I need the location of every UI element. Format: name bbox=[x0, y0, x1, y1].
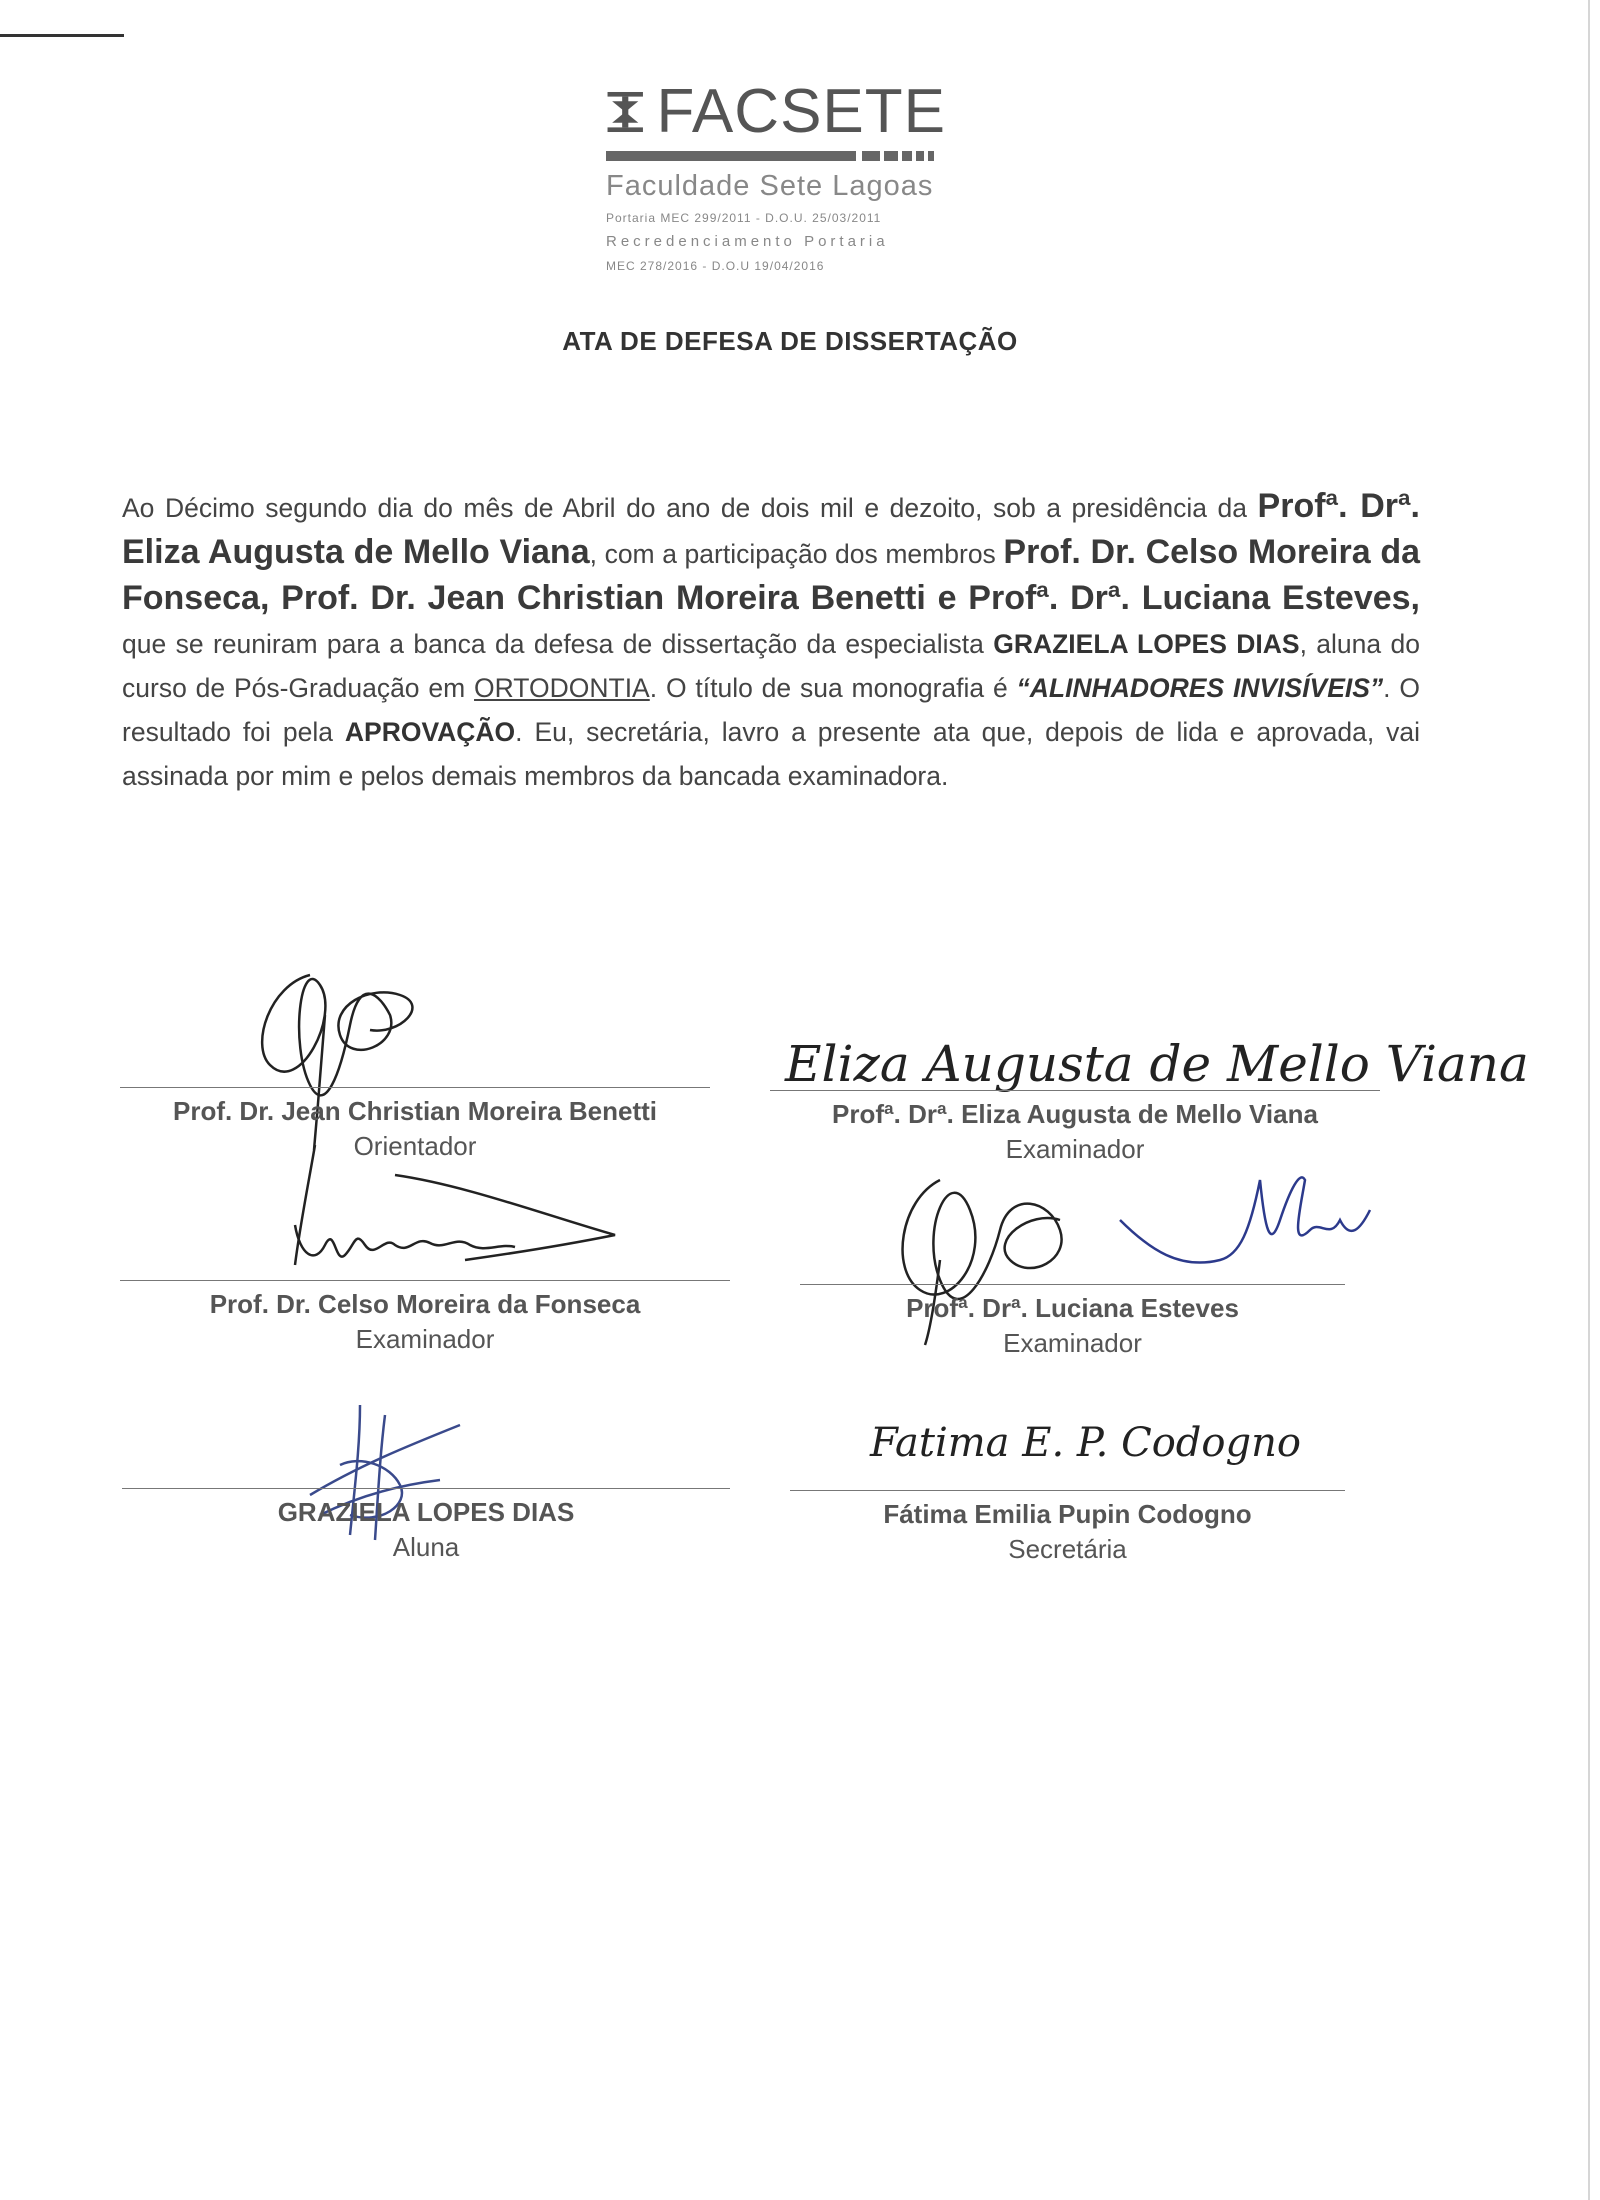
signer-role: Aluna bbox=[392, 1532, 460, 1562]
signature-block-codogno bbox=[790, 1490, 1345, 1565]
signer-role: Secretária bbox=[1008, 1534, 1127, 1564]
signer-role: Examinador bbox=[1005, 1134, 1145, 1164]
legal-line-1: Portaria MEC 299/2011 - D.O.U. 25/03/2011 bbox=[606, 211, 882, 225]
course-name: ORTODONTIA bbox=[474, 673, 650, 703]
signature-block-esteves bbox=[800, 1284, 1345, 1359]
legal-line-2: Recredenciamento Portaria bbox=[606, 233, 889, 250]
signer-role: Examinador bbox=[355, 1324, 495, 1354]
signature-line bbox=[800, 1284, 1345, 1285]
minutes-paragraph bbox=[122, 484, 1420, 798]
body-text-5: . O título de sua monografia é bbox=[649, 673, 1017, 703]
signature-block-fonseca bbox=[120, 1280, 730, 1355]
president-name: Profª. Drª. Eliza Augusta de Mello Viana bbox=[122, 487, 1421, 571]
page-title: ATA DE DEFESA DE DISSERTAÇÃO bbox=[562, 326, 1018, 356]
result: APROVAÇÃO bbox=[344, 717, 516, 747]
signer-role: Examinador bbox=[1003, 1328, 1142, 1358]
facsete-emblem-icon bbox=[606, 84, 644, 140]
scan-mark bbox=[0, 34, 124, 37]
board-members: Prof. Dr. Celso Moreira da Fonseca, Prof. Dr. Jean Christian Moreira Benetti e Profª. Drª. Luciana Esteves, bbox=[122, 533, 1421, 617]
signature-line bbox=[790, 1490, 1345, 1491]
signer-role: Orientador bbox=[353, 1131, 477, 1161]
student-name: GRAZIELA LOPES DIAS bbox=[993, 629, 1300, 659]
body-text-2: , com a participação dos membros bbox=[589, 539, 1004, 569]
scan-edge bbox=[1588, 0, 1590, 2200]
logo-name: FACSETE bbox=[656, 77, 946, 146]
signer-name: Profª. Drª. Eliza Augusta de Mello Viana bbox=[832, 1099, 1318, 1129]
facsete-logo bbox=[606, 76, 946, 275]
body-text-7: . Eu, secretária, lavro a presente ata que, depois de lida e aprovada, vai assinada por mim e pelos demais membros da bancada examinadora. bbox=[122, 717, 1420, 791]
body-text-4: , aluna do curso de Pós-Graduação em bbox=[122, 629, 1420, 703]
logo-subtitle: Faculdade Sete Lagoas bbox=[606, 170, 934, 202]
signature-block-dias bbox=[122, 1488, 730, 1563]
signature-line bbox=[122, 1488, 730, 1489]
body-text-3: que se reuniram para a banca da defesa de dissertação da especialista bbox=[122, 629, 994, 659]
signature-block-benetti bbox=[120, 1087, 710, 1162]
body-text-6: . O resultado foi pela bbox=[122, 673, 1420, 747]
signer-name: Prof. Dr. Celso Moreira da Fonseca bbox=[209, 1289, 641, 1319]
signer-name: Fátima Emilia Pupin Codogno bbox=[883, 1499, 1252, 1529]
codogno-signature: Fatima E. P. Codogno bbox=[870, 1420, 1301, 1466]
body-text-1: Ao Décimo segundo dia do mês de Abril do ano de dois mil e dezoito, sob a presidência da bbox=[122, 493, 1258, 523]
signer-name: Profª. Drª. Luciana Esteves bbox=[906, 1293, 1239, 1323]
signer-name: GRAZIELA LOPES DIAS bbox=[277, 1497, 575, 1527]
signature-block-viana bbox=[770, 1090, 1380, 1165]
thesis-title: “ALINHADORES INVISÍVEIS” bbox=[1016, 673, 1384, 703]
signature-line bbox=[120, 1280, 730, 1281]
signature-line bbox=[120, 1087, 710, 1088]
legal-line-3: MEC 278/2016 - D.O.U 19/04/2016 bbox=[606, 259, 825, 273]
viana-signature: Eliza Augusta de Mello Viana bbox=[785, 1035, 1529, 1093]
logo-stripe bbox=[606, 151, 936, 161]
signature-line bbox=[770, 1090, 1380, 1091]
signer-name: Prof. Dr. Jean Christian Moreira Benetti bbox=[172, 1096, 657, 1126]
